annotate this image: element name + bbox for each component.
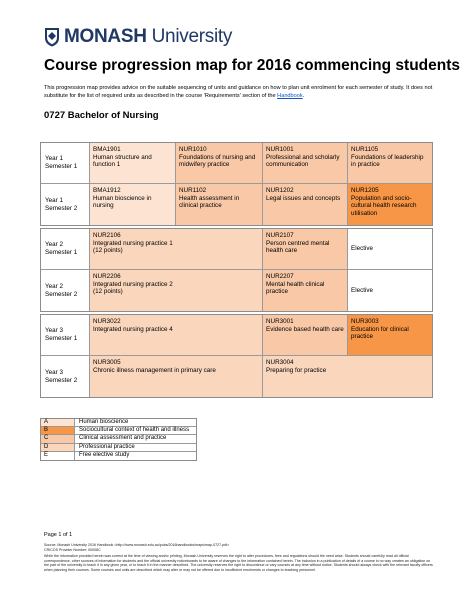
unit-name: Human structure and function 1 xyxy=(93,153,152,169)
unit-code: NUR1205 xyxy=(351,187,379,194)
legend-code: C xyxy=(41,435,75,442)
unit-cell xyxy=(263,270,348,311)
legend-row xyxy=(41,452,196,460)
semester-row xyxy=(41,356,432,397)
brand-name-bold: MONASH xyxy=(64,26,147,47)
disclaimer: While the information provided herein was correct at the time of viewing and/or printing, Monash University reserves the right to alter procedures, fees and regulations should the need arise. Students should carefully read all official correspondence, other sources of information for students and the official university noticeboards to be aware of changes to the information contained herein. The inclusion in a publication of details of a course in no way creates an obligation on the part of the university to teach it in any given year, or to teach it in the manner described. The university reserves the right to discontinue or vary courses at any time without notice. Students should always check with the relevant faculty officers when planning their courses. Some courses and units are described which may alter or may not be offered due to insufficient enrolments or changes to teaching personnel. xyxy=(44,554,433,572)
unit-name: Mental health clinical practice xyxy=(266,280,325,296)
unit-cell xyxy=(176,184,263,225)
unit-name: Person centred mental health care xyxy=(266,239,330,255)
unit-code: NUR3004 xyxy=(266,359,294,366)
unit-code: NUR3022 xyxy=(93,318,121,325)
intro-text: This progression map provides advice on the suitable sequencing of units and guidance on how to plan unit enrolment for each semester of study. It does not substitute for the list of required units as described in the course 'Requirements' section of the xyxy=(44,85,433,99)
semester-row xyxy=(41,184,432,225)
unit-name: Elective xyxy=(351,245,374,253)
unit-points: (12 points) xyxy=(93,288,123,296)
unit-cell xyxy=(348,143,432,184)
elective-cell xyxy=(348,229,432,270)
unit-name: Professional and scholarly communication xyxy=(266,153,340,169)
legend-description: Professional practice xyxy=(75,444,135,451)
unit-name: Foundations of nursing and midwifery practice xyxy=(179,153,256,169)
unit-code: NUR1010 xyxy=(179,146,207,153)
course-heading: 0727 Bachelor of Nursing xyxy=(44,110,159,121)
unit-cell xyxy=(176,143,263,184)
semester-label: Year 1 Semester 1 xyxy=(41,143,90,184)
legend-description: Clinical assessment and practice xyxy=(75,435,166,442)
unit-name: Foundations of leadership in practice xyxy=(351,153,424,169)
brand-name-light: University xyxy=(146,26,233,47)
unit-code: NUR2206 xyxy=(93,273,121,280)
unit-cell xyxy=(263,356,432,397)
unit-code: NUR3005 xyxy=(93,359,121,366)
unit-code: NUR1202 xyxy=(266,187,294,194)
legend-description: Human bioscience xyxy=(75,419,128,426)
unit-name: Integrated nursing practice 1 xyxy=(93,239,173,247)
legend-code: A xyxy=(41,419,75,426)
unit-name: Evidence based health care xyxy=(266,325,344,333)
unit-cell xyxy=(90,270,263,311)
year-grid xyxy=(40,228,433,312)
legend-code: D xyxy=(41,444,75,451)
unit-name: Legal issues and concepts xyxy=(266,194,341,202)
handbook-link[interactable]: Handbook xyxy=(277,93,303,99)
unit-cell xyxy=(90,315,263,356)
unit-name: Elective xyxy=(351,286,374,294)
cricos-note: CRICOS Provider Number: 00008C xyxy=(44,548,101,552)
unit-code: NUR1105 xyxy=(351,146,379,153)
legend-description: Free elective study xyxy=(75,452,129,460)
unit-code: NUR1001 xyxy=(266,146,294,153)
unit-cell xyxy=(348,184,432,225)
unit-name: Human bioscience in nursing xyxy=(93,194,152,210)
semester-label: Year 2 Semester 2 xyxy=(41,270,90,311)
legend-code: E xyxy=(41,452,75,460)
unit-code: NUR3003 xyxy=(351,318,379,325)
semester-label: Year 3 Semester 2 xyxy=(41,356,90,397)
unit-cell xyxy=(348,315,432,356)
page-title: Course progression map for 2016 commencing students xyxy=(44,57,461,74)
semester-row xyxy=(41,315,432,356)
unit-cell xyxy=(90,229,263,270)
year-grid xyxy=(40,142,433,226)
year-grid xyxy=(40,314,433,398)
legend-row xyxy=(41,444,196,452)
unit-name: Integrated nursing practice 4 xyxy=(93,325,173,333)
unit-cell xyxy=(90,143,176,184)
unit-name: Integrated nursing practice 2 xyxy=(93,280,173,288)
legend-row xyxy=(41,427,196,435)
semester-row xyxy=(41,270,432,311)
semester-label: Year 2 Semester 1 xyxy=(41,229,90,270)
semester-row xyxy=(41,229,432,270)
source-note: Source: Monash University 2016 Handbook <http://www.monash.edu.au/pubs/2016handbooks/maps/map-0727.pdf> xyxy=(44,543,230,547)
semester-row xyxy=(41,143,432,184)
unit-cell xyxy=(90,356,263,397)
monash-logo xyxy=(44,26,232,48)
unit-code: BMA1901 xyxy=(93,146,121,153)
unit-code: NUR2106 xyxy=(93,232,121,239)
monash-crest-icon xyxy=(44,27,60,47)
unit-code: NUR2207 xyxy=(266,273,294,280)
unit-code: BMA1912 xyxy=(93,187,121,194)
unit-name: Population and socio-cultural health research utilisation xyxy=(351,194,417,217)
legend-row xyxy=(41,419,196,427)
elective-cell xyxy=(348,270,432,311)
unit-name: Education for clinical practice xyxy=(351,325,409,341)
legend-code: B xyxy=(41,427,75,434)
unit-cell xyxy=(263,315,348,356)
unit-name: Preparing for practice xyxy=(266,366,327,374)
unit-name: Health assessment in clinical practice xyxy=(179,194,240,210)
unit-cell xyxy=(263,184,348,225)
unit-code: NUR1102 xyxy=(179,187,207,194)
legend-description: Sociocultural context of health and illness xyxy=(75,427,189,434)
brand-wordmark xyxy=(64,26,232,48)
intro-paragraph xyxy=(44,84,436,100)
semester-label: Year 1 Semester 2 xyxy=(41,184,90,225)
unit-code: NUR3001 xyxy=(266,318,294,325)
legend-row xyxy=(41,435,196,443)
intro-after: . xyxy=(302,93,305,99)
unit-name: Chronic illness management in primary care xyxy=(93,366,216,374)
unit-cell xyxy=(90,184,176,225)
unit-cell xyxy=(263,229,348,270)
unit-code: NUR2107 xyxy=(266,232,294,239)
category-legend xyxy=(40,418,197,461)
unit-points: (12 points) xyxy=(93,247,123,255)
page-number: Page 1 of 1 xyxy=(44,532,73,538)
unit-cell xyxy=(263,143,348,184)
semester-label: Year 3 Semester 1 xyxy=(41,315,90,356)
